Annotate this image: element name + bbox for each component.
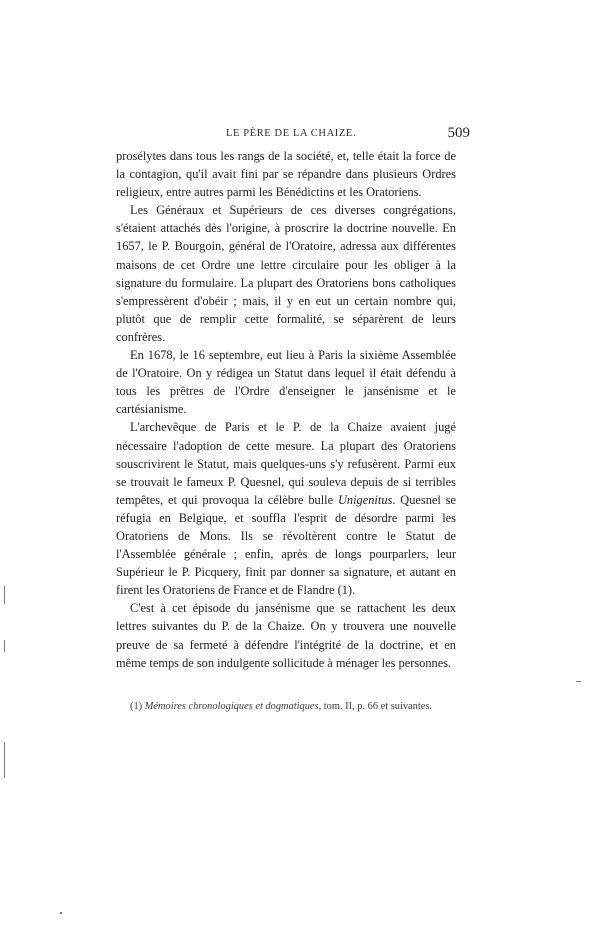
footnote-citation: Mémoires chronologiques et dogmatiques	[144, 701, 319, 712]
paragraph	[116, 201, 456, 346]
scan-mark	[576, 681, 581, 682]
paragraph-text: prosélytes dans tous les rangs de la société, et, telle était la force de la contagion, qu'il avait fini par se répandre dans plusieurs Ordres religieux, entre autres parmi les Bénédictins et les Oratoriens.	[116, 149, 456, 200]
scan-mark	[60, 912, 62, 914]
body-text	[116, 147, 456, 672]
footnote-text	[145, 701, 432, 712]
paragraph-text: L'archevêque de Paris et le P. de la Chaize avaient jugé nécessaire l'adoption de cette mesure. La plupart des Oratoriens souscrivirent le Statut, mais quelques-uns s'y refusèrent. Parmi eux se trouvait le fameux P. Quesnel, qui souleva depuis de si terribles tempêtes, et qui provoqua la célèbre bulle	[116, 420, 456, 507]
footnote-number: (1)	[130, 701, 143, 712]
scan-mark	[4, 640, 5, 652]
paragraph	[116, 599, 456, 671]
footnote-text-segment: , tom. II, p. 66 et suivantes.	[318, 701, 432, 712]
running-head	[116, 125, 470, 146]
paragraph	[116, 346, 456, 418]
paragraph-text: Les Généraux et Supérieurs de ces diverses congrégations, s'étaient attachés dès l'origine, à proscrire la doctrine nouvelle. En 1657, le P. Bourgoin, général de l'Oratoire, adressa aux différentes maisons de cet Ordre une lettre circulaire pour les obliger à la signature du formulaire. La plupart des Oratoriens bons catholiques s'empressèrent d'obéir ; mais, il y en eut un certain nombre qui, plutôt que de remplir cette formalité, se séparèrent de leurs confrères.	[116, 203, 456, 344]
paragraph-text: . Quesnel se réfugia en Belgique, et souffla l'esprit de désordre parmi les Oratoriens de Mons. Ils se révoltèrent contre le Statut de l'Assemblée générale ; enfin, après de longs pourparlers, leur Supérieur le P. Picquery, finit par donner sa signature, et autant en firent les Oratoriens de France et de Flandre (1).	[116, 492, 457, 598]
paragraph	[116, 147, 456, 201]
running-title: LE PÈRE DE LA CHAIZE.	[226, 128, 357, 139]
paragraph-text: En 1678, le 16 septembre, eut lieu à Paris la sixième Assemblée de l'Oratoire. On y rédigea un Statut dans lequel il était défendu à tous les prêtres de l'Ordre d'enseigner le jansénisme et le cartésianisme.	[116, 348, 456, 417]
paragraph	[116, 418, 456, 599]
footnote	[116, 698, 456, 715]
scan-mark	[4, 586, 5, 604]
italic-text: Unigenitus	[337, 492, 393, 507]
scan-mark	[4, 742, 5, 778]
paragraph-text: C'est à cet épisode du jansénisme que se rattachent les deux lettres suivantes du P. de la Chaize. On y trouvera une nouvelle preuve de sa fermeté à défendre l'intégrité de la doctrine, et en même temps de son indulgente sollicitude à ménager les personnes.	[116, 601, 456, 670]
page-number: 509	[447, 125, 470, 141]
